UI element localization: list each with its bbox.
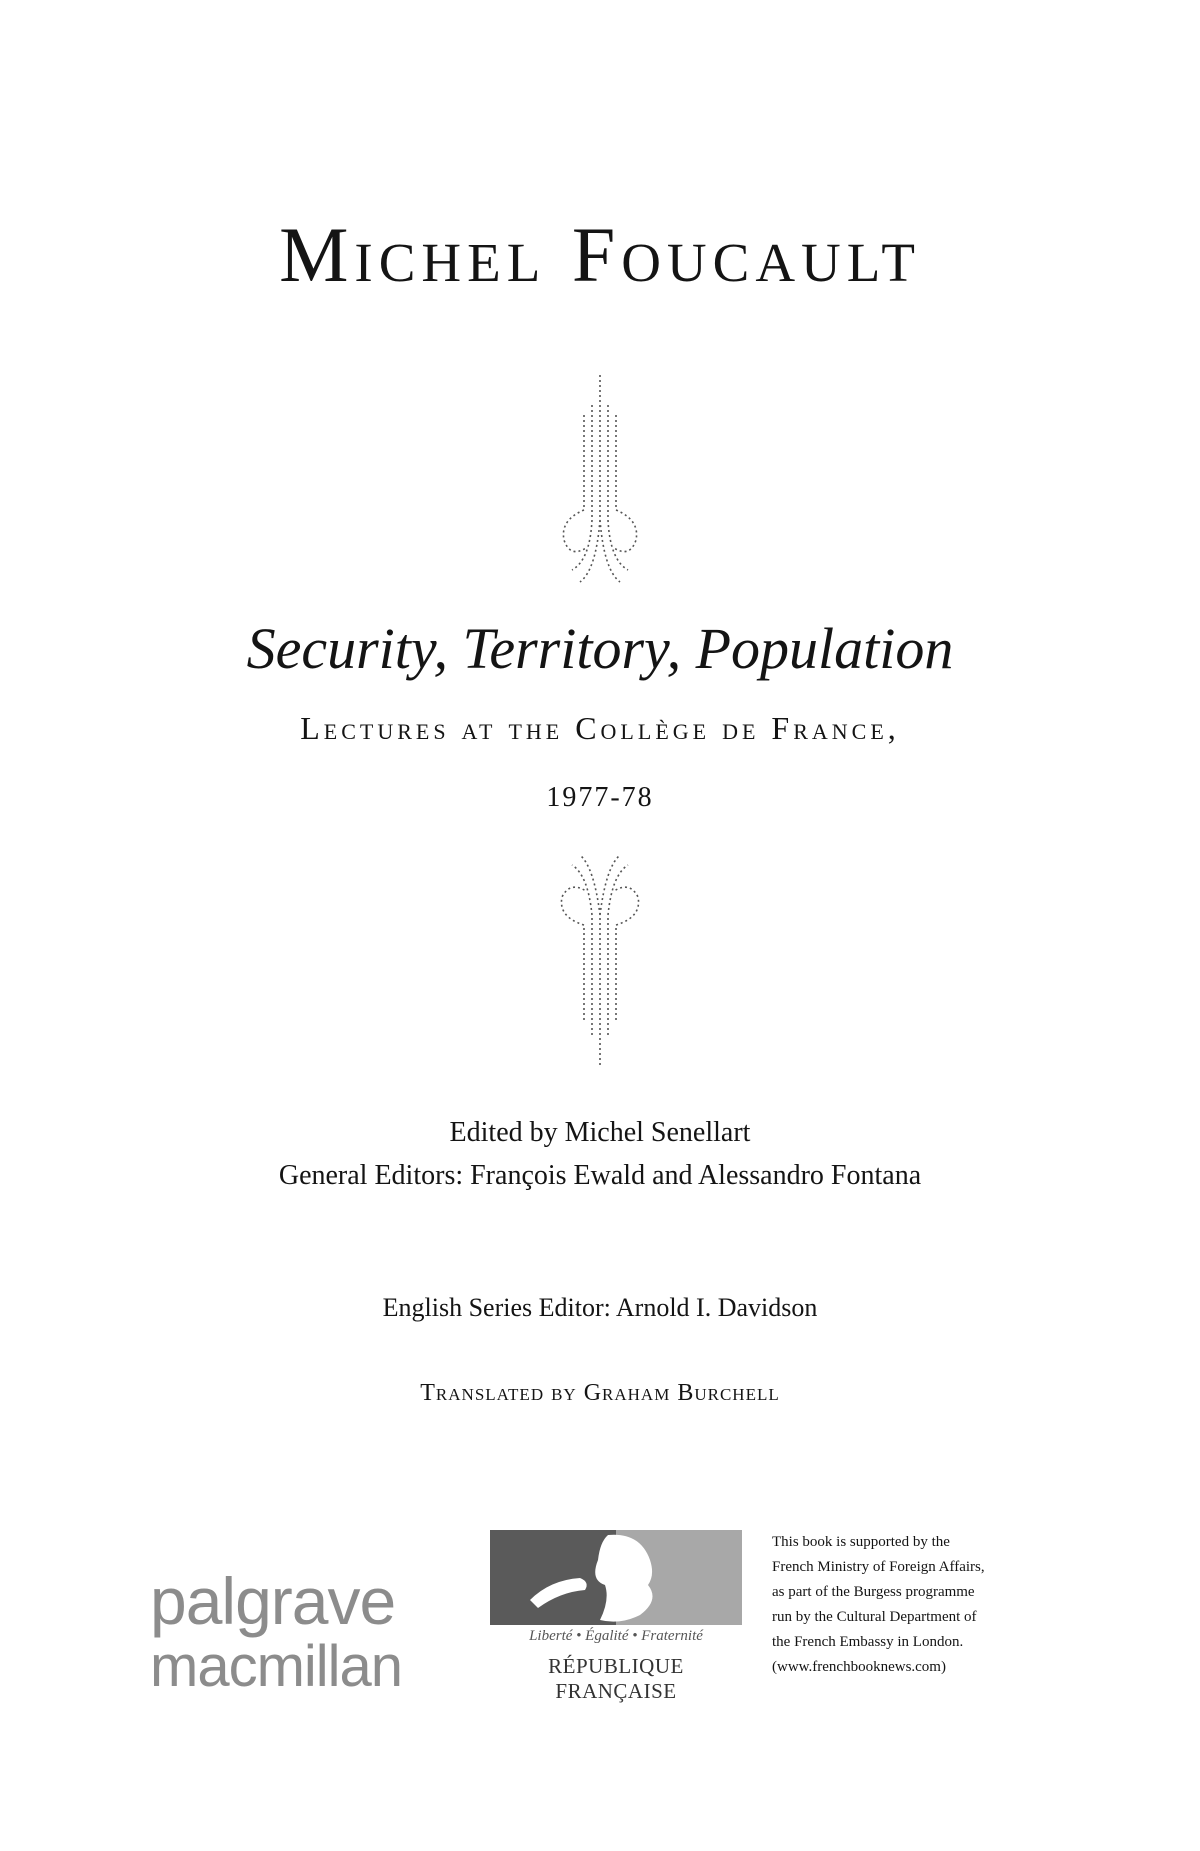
translator: Translated by Graham Burchell <box>420 1380 780 1406</box>
publisher-line2: macmillan <box>150 1634 403 1699</box>
series-editor: English Series Editor: Arnold I. Davidson <box>382 1293 818 1322</box>
support-line: (www.frenchbooknews.com) <box>772 1659 946 1675</box>
republique-francaise-logo <box>490 1530 742 1703</box>
support-line: as part of the Burgess programme <box>772 1584 975 1600</box>
republique-name: RÉPUBLIQUE FRANÇAISE <box>548 1654 684 1703</box>
publisher-logo <box>150 1564 420 1700</box>
marianne-emblem-icon <box>490 1530 742 1625</box>
book-title: Security, Territory, Population <box>246 616 954 681</box>
edited-by: Edited by Michel Senellart <box>449 1117 751 1148</box>
lecture-years: 1977-78 <box>546 782 654 813</box>
publisher-line1: palgrave <box>150 1564 396 1638</box>
author-name: Michel Foucault <box>279 211 921 298</box>
support-line: This book is supported by the <box>772 1534 950 1550</box>
republique-motto: Liberté • Égalité • Fraternité <box>529 1628 703 1644</box>
support-note <box>772 1530 1042 1680</box>
support-line: French Ministry of Foreign Affairs, <box>772 1559 985 1575</box>
general-editors: General Editors: François Ewald and Alessandro Fontana <box>278 1160 922 1191</box>
bottom-ornament-icon <box>550 845 650 1070</box>
support-line: run by the Cultural Department of <box>772 1609 977 1625</box>
book-subtitle: Lectures at the Collège de France, <box>300 710 900 746</box>
top-ornament-icon <box>550 370 650 595</box>
support-line: the French Embassy in London. <box>772 1634 964 1650</box>
